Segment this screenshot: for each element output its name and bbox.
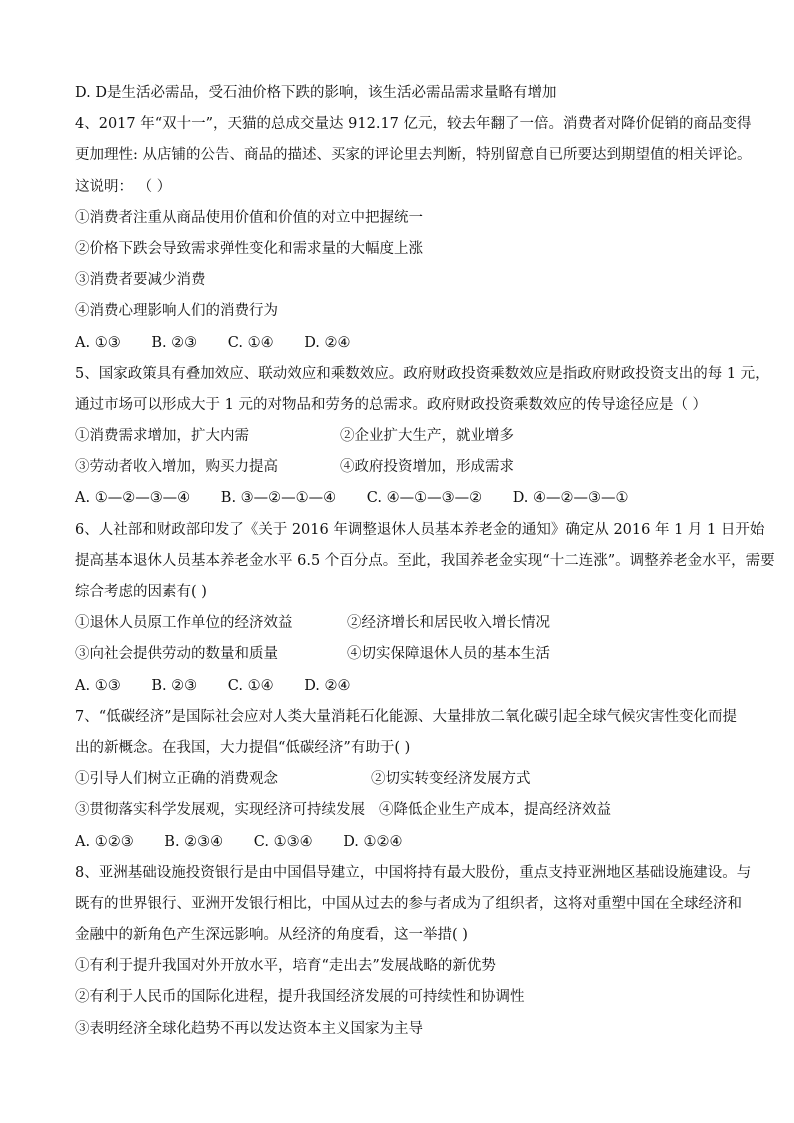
q4-option-d: D. ②④ [304, 334, 351, 351]
q6-item-2: ②经济增长和居民收入增长情况 [347, 615, 550, 632]
q7-items-row-2 [75, 795, 735, 826]
q6-option-a: A. ①③ [75, 677, 121, 694]
q8-item-2: ②有利于人民币的国际化进程，提升我国经济发展的可持续性和协调性 [75, 989, 525, 1006]
question-5 [75, 359, 770, 515]
q7-item-3: ③贯彻落实科学发展观，实现经济可持续发展 [75, 802, 365, 819]
q7-option-a: A. ①②③ [75, 833, 134, 850]
q4-item-3: ③消费者要减少消费 [75, 272, 206, 289]
q5-items-row-1 [75, 421, 735, 452]
q5-option-d: D. ④—②—③—① [512, 490, 629, 507]
q7-item-4: ④降低企业生产成本，提高经济效益 [379, 802, 611, 819]
q4-option-a: A. ①③ [75, 334, 121, 351]
q7-option-c: C. ①③④ [253, 833, 313, 850]
q6-option-b: B. ②③ [151, 677, 198, 694]
q6-items-row-2 [75, 639, 735, 670]
q4-options [75, 328, 735, 359]
q8-stem-line-3: 金融中的新角色产生深远影响。从经济的角度看，这一举措( ) [75, 927, 468, 944]
q5-option-a: A. ①—②—③—④ [75, 490, 191, 507]
q7-option-b: B. ②③④ [164, 833, 224, 850]
question-6 [75, 515, 775, 702]
q7-items-row-1 [75, 764, 735, 795]
question-4 [75, 109, 752, 359]
q6-option-d: D. ②④ [304, 677, 351, 694]
q8-item-1: ①有利于提升我国对外开放水平，培育“走出去”发展战略的新优势 [75, 958, 496, 975]
q6-item-1: ①退休人员原工作单位的经济效益 [75, 615, 293, 632]
q5-option-c: C. ④—①—③—② [366, 490, 483, 507]
q4-stem-line-1: 4、2017 年“双十一”，天猫的总成交量达 912.17 亿元，较去年翻了一倍。消费者对降价促销的商品变得 [75, 116, 752, 133]
q6-options [75, 671, 735, 702]
q7-stem-line-1: 7、“低碳经济”是国际社会应对人类大量消耗石化能源、大量排放二氧化碳引起全球气候灾害性变化而提 [75, 708, 738, 725]
q8-item-3: ③表明经济全球化趋势不再以发达资本主义国家为主导 [75, 1020, 423, 1037]
q5-stem-line-1: 5、国家政策具有叠加效应、联动效应和乘数效应。政府财政投资乘数效应是指政府财政投资支出的每 1 元， [75, 365, 770, 382]
q5-options [75, 483, 735, 514]
exam-page [75, 78, 775, 1045]
question-7 [75, 702, 738, 858]
q5-item-2: ②企业扩大生产，就业增多 [340, 428, 514, 445]
question-8 [75, 858, 752, 1045]
q6-item-3: ③向社会提供劳动的数量和质量 [75, 646, 278, 663]
q8-stem-line-2: 既有的世界银行、亚洲开发银行相比，中国从过去的参与者成为了组织者，这将对重塑中国在全球经济和 [75, 895, 742, 912]
q4-item-1: ①消费者注重从商品使用价值和价值的对立中把握统一 [75, 209, 423, 226]
q5-item-3: ③劳动者收入增加，购买力提高 [75, 459, 278, 476]
q6-item-4: ④切实保障退休人员的基本生活 [347, 646, 550, 663]
q5-item-1: ①消费需求增加，扩大内需 [75, 428, 249, 445]
q3-option-d: D. D是生活必需品，受石油价格下跌的影响，该生活必需品需求量略有增加 [75, 85, 557, 101]
q5-stem-line-2: 通过市场可以形成大于 1 元的对物品和劳务的总需求。政府财政投资乘数效应的传导途径应是（ ） [75, 396, 708, 413]
q7-option-d: D. ①②④ [343, 833, 403, 850]
q5-option-b: B. ③—②—①—④ [220, 490, 337, 507]
q5-item-4: ④政府投资增加，形成需求 [340, 459, 514, 476]
q6-option-c: C. ①④ [227, 677, 274, 694]
q4-stem-line-2: 更加理性: 从店铺的公告、商品的描述、买家的评论里去判断，特别留意自已所要达到期望值的相关评论。 [75, 147, 752, 164]
q8-stem-line-1: 8、亚洲基础设施投资银行是由中国倡导建立，中国将持有最大股份，重点支持亚洲地区基础设施建设。与 [75, 864, 752, 881]
q6-stem-line-3: 综合考虑的因素有( ) [75, 584, 207, 600]
q4-option-b: B. ②③ [151, 334, 198, 351]
q7-options [75, 827, 735, 858]
q6-stem-line-1: 6、人社部和财政部印发了《关于 2016 年调整退休人员基本养老金的通知》确定从 2016 年 1 月 1 日开始 [75, 521, 765, 538]
q4-option-c: C. ①④ [227, 334, 274, 351]
q5-items-row-2 [75, 452, 735, 483]
q7-stem-line-2: 出的新概念。在我国，大力提倡“低碳经济”有助于( ) [75, 739, 411, 756]
q6-items-row-1 [75, 608, 735, 639]
q7-item-2: ②切实转变经济发展方式 [371, 771, 531, 788]
q4-item-4: ④消费心理影响人们的消费行为 [75, 303, 278, 320]
q7-item-1: ①引导人们树立正确的消费观念 [75, 771, 278, 788]
q4-stem-line-3: 这说明： （ ） [75, 178, 172, 195]
q6-stem-line-2: 提高基本退休人员基本养老金水平 6.5 个百分点。至此，我国养老金实现“十二连涨”。调整养老金水平，需要 [75, 552, 775, 569]
q4-item-2: ②价格下跌会导致需求弹性变化和需求量的大幅度上涨 [75, 240, 423, 257]
